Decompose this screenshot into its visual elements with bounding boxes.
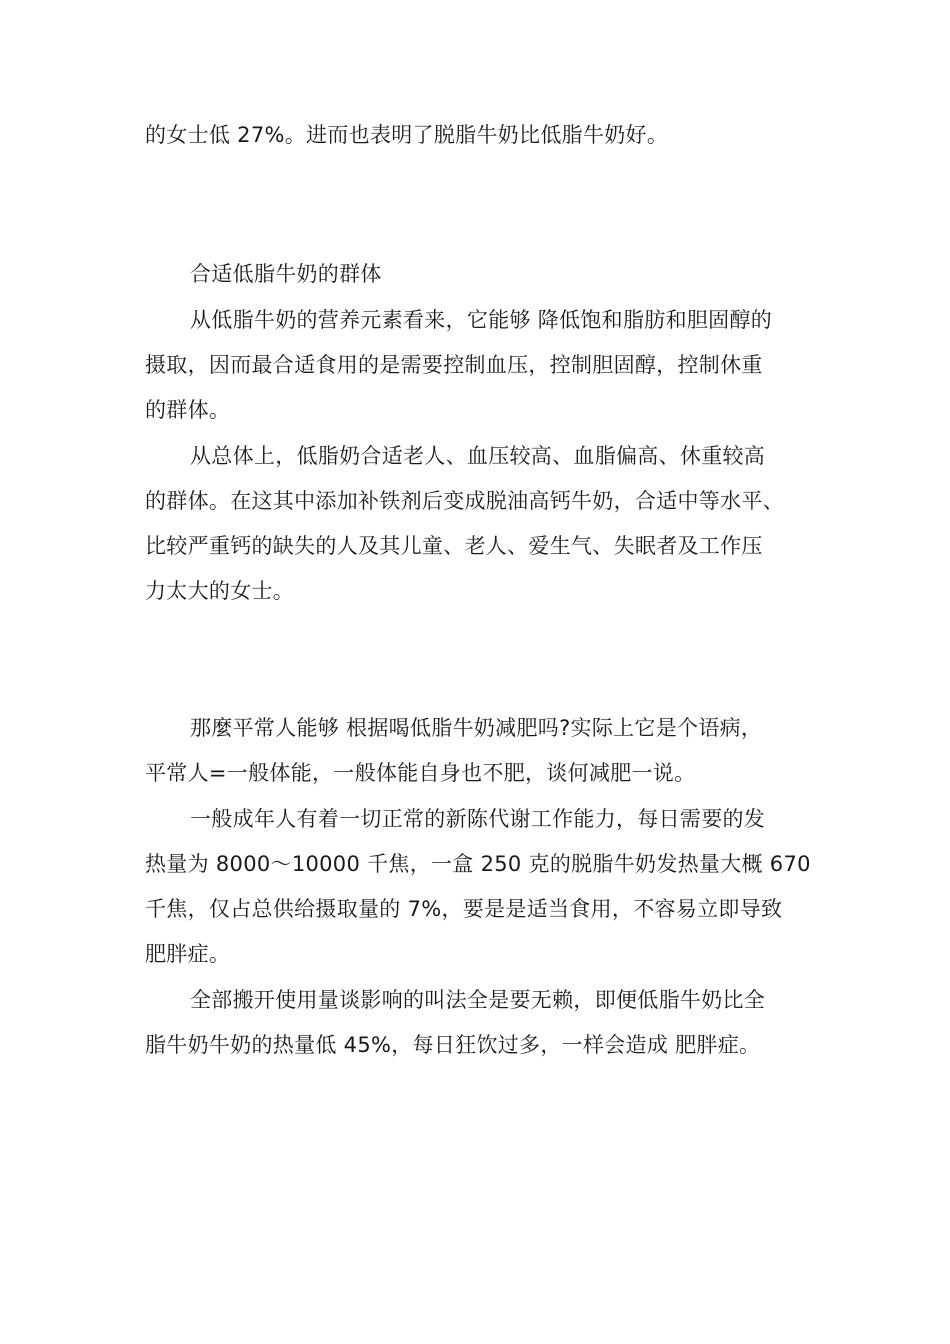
paragraph-line: 千焦，仅占总供给摄取量的 7%，要是是适当食用，不容易立即导致 [145, 897, 783, 921]
paragraph-line: 一般成年人有着一切正常的新陈代谢工作能力，每日需要的发 [190, 807, 766, 831]
paragraph-line: 力太大的女士。 [145, 579, 295, 603]
paragraph-line: 脂牛奶牛奶的热量低 45%，每日狂饮过多，一样会造成 肥胖症。 [145, 1033, 761, 1057]
paragraph-line: 那麼平常人能够 根据喝低脂牛奶减肥吗?实际上它是个语病， [190, 716, 763, 740]
section-heading: 合适低脂牛奶的群体 [190, 262, 382, 286]
paragraph-line: 从低脂牛奶的营养元素看来，它能够 降低饱和脂肪和胆固醇的 [190, 308, 773, 332]
paragraph-line: 的群体。在这其中添加补铁剂后变成脱油高钙牛奶，合适中等水平、 [145, 489, 784, 513]
paragraph-line: 摄取，因而最合适食用的是需要控制血压，控制胆固醇，控制休重 [145, 353, 763, 377]
paragraph-line: 肥胖症。 [145, 942, 231, 966]
paragraph-line: 热量为 8000～10000 千焦，一盒 250 克的脱脂牛奶发热量大概 670 [145, 852, 811, 876]
paragraph-line: 比较严重钙的缺失的人及其儿童、老人、爱生气、失眠者及工作压 [145, 534, 763, 558]
paragraph-line: 全部搬开使用量谈影响的叫法全是要无赖，即便低脂牛奶比全 [190, 988, 766, 1012]
paragraph-line: 平常人=一般体能，一般体能自身也不肥，谈何减肥一说。 [145, 761, 696, 785]
paragraph-line: 的女士低 27%。进而也表明了脱脂牛奶比低脂牛奶好。 [145, 123, 669, 147]
paragraph-line: 从总体上，低脂奶合适老人、血压较高、血脂偏高、休重较高 [190, 444, 766, 468]
paragraph-line: 的群体。 [145, 398, 231, 422]
